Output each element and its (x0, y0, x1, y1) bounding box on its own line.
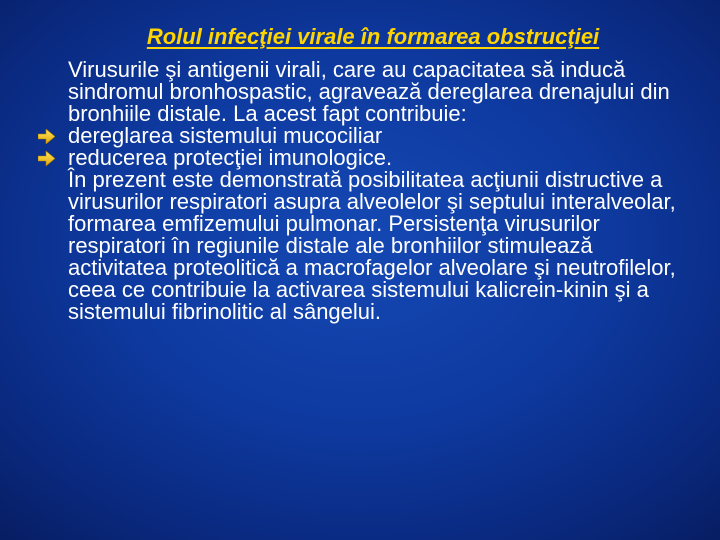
bullet-item-mucociliary (68, 125, 688, 147)
intro-paragraph: Virusurile şi antigenii virali, care au capacitatea să inducă sindromul bronhospastic, agravează dereglarea drenajului din bronhiile distale. La acest fapt contribuie: (68, 57, 670, 126)
bullet-text: dereglarea sistemului mucociliar (68, 123, 383, 148)
conclusion-paragraph: În prezent este demonstrată posibilitatea acţiunii distructive a virusurilor respiratori asupra alveolelor şi septului interalveolar, formarea emfizemului pulmonar. Persistenţa virusurilor respiratori în regiunile distale ale bronhiilor stimulează activitatea proteolitică a macrofagelor alveolare şi neutrofilelor, ceea ce contribuie la activarea sistemului kalicrein-kinin şi a sistemului fibrinolitic al sângelui. (68, 167, 676, 324)
slide-title: Rolul infecţiei virale în formarea obstrucţiei (146, 24, 600, 49)
slide-body (68, 59, 688, 323)
bullet-text: reducerea protecţiei imunologice. (68, 145, 393, 170)
bullet-item-immunological (68, 147, 688, 169)
arrow-right-icon (38, 151, 55, 166)
arrow-right-icon (38, 129, 55, 144)
